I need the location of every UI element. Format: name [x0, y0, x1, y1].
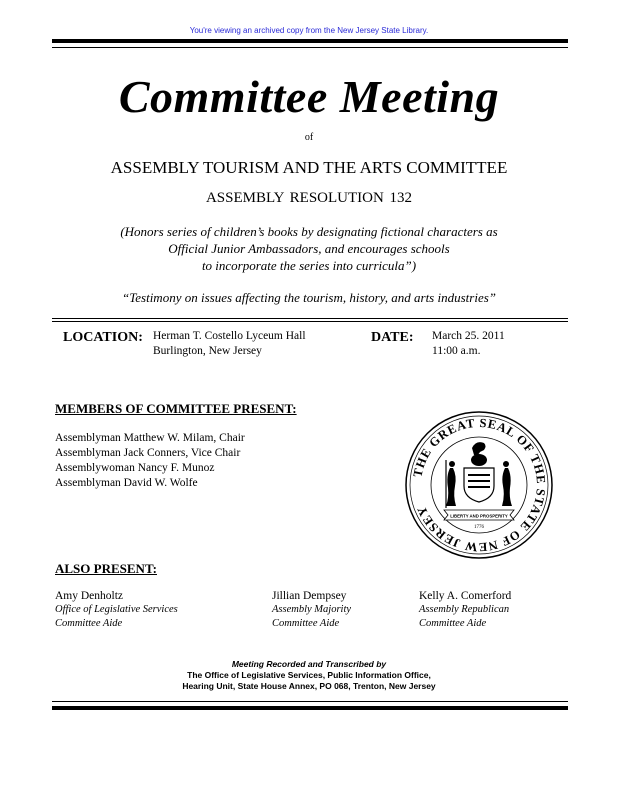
- footer-line-1: Meeting Recorded and Transcribed by: [231, 659, 387, 669]
- resolution-description: [0, 223, 618, 274]
- shield-icon: [464, 468, 494, 502]
- member-item: Assemblyman Jack Conners, Vice Chair: [55, 447, 241, 459]
- staff-entry: [419, 589, 511, 631]
- date-line-2: 11:00 a.m.: [432, 345, 481, 357]
- staff-entry: [272, 589, 351, 631]
- staff-name: Kelly A. Comerford: [419, 590, 512, 602]
- date-line-1: March 25. 2011: [432, 330, 505, 342]
- staff-role: Committee Aide: [55, 618, 123, 629]
- seal-year: 1776: [474, 525, 484, 530]
- members-list: [55, 431, 245, 491]
- staff-role: Assembly Republican: [419, 604, 510, 615]
- document-title: Committee Meeting: [118, 71, 500, 122]
- also-present-heading: ALSO PRESENT:: [55, 561, 157, 576]
- members-heading: MEMBERS OF COMMITTEE PRESENT:: [55, 401, 297, 416]
- staff-role: Committee Aide: [272, 618, 340, 629]
- description-line: to incorporate the series into curricula”): [201, 258, 417, 273]
- member-item: Assemblyman David W. Wolfe: [55, 477, 198, 489]
- staff-name: Amy Denholtz: [55, 590, 124, 602]
- staff-role: Committee Aide: [419, 618, 487, 629]
- of-text: of: [304, 132, 314, 143]
- date-value: [432, 329, 505, 359]
- top-rule-thick: [52, 39, 568, 43]
- location-value: [153, 329, 306, 359]
- location-label: LOCATION:: [63, 330, 143, 345]
- top-rule-thin: [52, 47, 568, 48]
- location-line-1: Herman T. Costello Lyceum Hall: [153, 330, 306, 342]
- nj-state-seal: [404, 410, 554, 560]
- transcription-credit: [0, 659, 618, 692]
- bottom-rule-thin: [52, 701, 568, 702]
- middle-rule-1: [52, 318, 568, 319]
- bottom-rule-thick: [52, 706, 568, 710]
- description-line: (Honors series of children’s books by designating fictional characters as: [120, 224, 498, 239]
- resolution-title: ASSEMBLY RESOLUTION 132: [205, 190, 413, 206]
- footer-line-3: Hearing Unit, State House Annex, PO 068, Trenton, New Jersey: [182, 681, 436, 691]
- ceres-figure-icon: [502, 468, 512, 506]
- horse-head-icon: [472, 442, 486, 455]
- liberty-figure-icon: [446, 468, 456, 506]
- middle-rule-2: [52, 321, 568, 322]
- helmet-icon: [471, 454, 487, 466]
- staff-name: Jillian Dempsey: [272, 590, 347, 602]
- location-line-2: Burlington, New Jersey: [153, 345, 262, 357]
- staff-role: Assembly Majority: [272, 604, 352, 615]
- date-label: DATE:: [371, 330, 414, 345]
- seal-ring-text: THE GREAT SEAL OF THE STATE OF NEW JERSEY: [410, 415, 549, 555]
- testimony-subject: “Testimony on issues affecting the tourism, history, and arts industries”: [121, 290, 497, 305]
- member-item: Assemblywoman Nancy F. Munoz: [55, 462, 215, 474]
- seal-motto: LIBERTY AND PROSPERITY: [450, 513, 508, 519]
- staff-role: Office of Legislative Services: [55, 604, 178, 615]
- archive-banner: You're viewing an archived copy from the New Jersey State Library.: [189, 26, 429, 35]
- member-item: Assemblyman Matthew W. Milam, Chair: [55, 432, 245, 444]
- footer-line-2: The Office of Legislative Services, Public Information Office,: [187, 670, 431, 680]
- committee-name: ASSEMBLY TOURISM AND THE ARTS COMMITTEE: [110, 158, 508, 177]
- staff-entry: [55, 589, 178, 631]
- description-line: Official Junior Ambassadors, and encourages schools: [168, 241, 450, 256]
